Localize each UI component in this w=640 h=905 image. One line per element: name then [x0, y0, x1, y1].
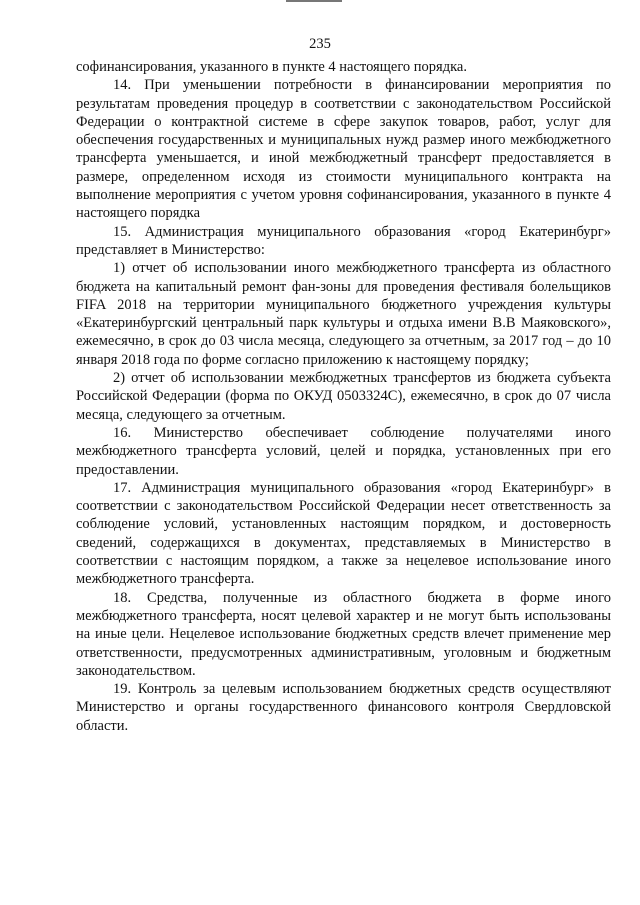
document-body [76, 58, 611, 735]
paragraph-continuation: софинансирования, указанного в пункте 4 настоящего порядка. [76, 59, 467, 75]
paragraph-15-item-1: 1) отчет об использовании иного межбюджетного трансферта из областного бюджета на капитальный ремонт фан-зоны для проведения фестиваля болельщиков FIFA 2018 на территории муниципального бюджетного учреждения культуры «Екатеринбургский центральный парк культуры и отдыха имени В.В Маяковского», ежемесячно, в срок до 03 числа месяца, следующего за отчетным, за 2017 год – до 10 января 2018 года по форме согласно приложению к настоящему порядку; [76, 260, 611, 368]
paragraph-14: 14. При уменьшении потребности в финансировании мероприятия по результатам проведения процедур в соответствии с законодательством Российской Федерации о контрактной системе в сфере закупок товаров, работ, услуг для обеспечения государственных и муниципальных нужд размер иного межбюджетного трансферта уменьшается, и иной межбюджетный трансферт предоставляется в размере, определенном исходя из стоимости муниципального контракта на выполнение мероприятия с учетом уровня софинансирования, указанного в пункте 4 настоящего порядка [76, 77, 611, 222]
page-number: 235 [309, 36, 331, 52]
scan-artifact-line [286, 0, 342, 2]
paragraph-15: 15. Администрация муниципального образования «город Екатеринбург» представляет в Министерство: [76, 223, 611, 258]
paragraph-18: 18. Средства, полученные из областного бюджета в форме иного межбюджетного трансферта, носят целевой характер и не могут быть использованы на иные цели. Нецелевое использование бюджетных средств влечет применение мер ответственности, предусмотренных административным, уголовным и бюджетным законодательством. [76, 589, 611, 679]
paragraph-16: 16. Министерство обеспечивает соблюдение получателями иного межбюджетного трансферта условий, целей и порядка, установленных при его предоставлении. [76, 424, 611, 478]
paragraph-17: 17. Администрация муниципального образования «город Екатеринбург» в соответствии с законодательством Российской Федерации несет ответственность за соблюдение условий, установленных настоящим порядком, и достоверность сведений, содержащихся в документах, представляемых в Министерство в соответствии с настоящим порядком, а также за нецелевое использование иного межбюджетного трансферта. [76, 479, 611, 588]
paragraph-15-item-2: 2) отчет об использовании межбюджетных трансфертов из бюджета субъекта Российской Федерации (форма по ОКУД 0503324С), ежемесячно, в срок до 07 числа месяца, следующего за отчетным. [76, 370, 611, 423]
paragraph-19: 19. Контроль за целевым использованием бюджетных средств осуществляют Министерство и органы государственного финансового контроля Свердловской области. [76, 681, 611, 734]
